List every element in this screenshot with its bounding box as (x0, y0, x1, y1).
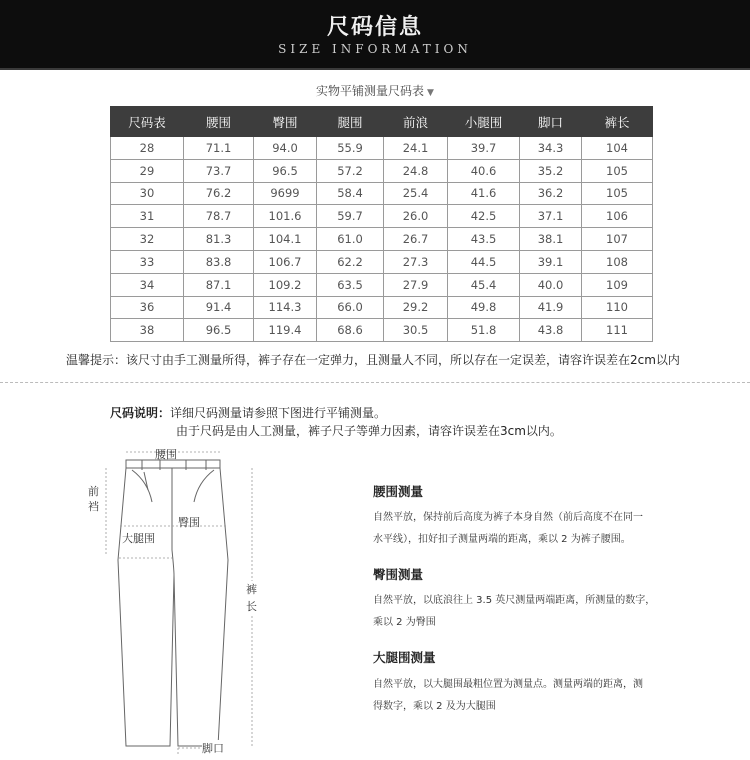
table-cell: 62.2 (317, 250, 384, 273)
header-cell-thigh: 腿围 (317, 107, 384, 137)
table-cell: 30.5 (384, 319, 448, 342)
waist-measure-line2: 水平线），扣好扣子测量两端的距离，乘以 2 为裤子腰围。 (373, 534, 631, 545)
diagram-label-waist: 腰围 (155, 448, 177, 461)
table-cell: 107 (582, 228, 653, 251)
size-table-body (111, 137, 653, 342)
header-cell-size: 尺码表 (111, 107, 184, 137)
table-cell: 94.0 (254, 137, 317, 160)
table-cell: 27.9 (384, 273, 448, 296)
table-cell: 28 (111, 137, 184, 160)
size-table-title-text: 实物平铺测量尺码表 (316, 84, 425, 98)
table-cell: 37.1 (520, 205, 582, 228)
table-row (111, 182, 653, 205)
hip-measure-line2: 乘以 2 为臀围 (373, 617, 436, 628)
table-cell: 40.0 (520, 273, 582, 296)
table-cell: 71.1 (184, 137, 254, 160)
header-cell-length: 裤长 (582, 107, 653, 137)
table-cell: 43.5 (448, 228, 520, 251)
size-guide-line2: 由于尺码是由人工测量，裤子尺子等弹力因素，请容许误差在3cm以内。 (176, 424, 562, 438)
table-cell: 61.0 (317, 228, 384, 251)
table-cell: 24.8 (384, 159, 448, 182)
table-cell: 78.7 (184, 205, 254, 228)
diagram-label-length: 裤长 (246, 583, 257, 613)
table-cell: 105 (582, 159, 653, 182)
table-cell: 110 (582, 296, 653, 319)
header-cell-hem: 脚口 (520, 107, 582, 137)
section-divider (0, 382, 750, 383)
table-cell: 59.7 (317, 205, 384, 228)
table-row (111, 296, 653, 319)
table-cell: 83.8 (184, 250, 254, 273)
table-cell: 34 (111, 273, 184, 296)
table-cell: 43.8 (520, 319, 582, 342)
table-cell: 39.7 (448, 137, 520, 160)
table-cell: 63.5 (317, 273, 384, 296)
hip-measure-title: 臀围测量 (373, 567, 424, 582)
table-row (111, 137, 653, 160)
header-cell-hip: 臀围 (254, 107, 317, 137)
table-cell: 33 (111, 250, 184, 273)
table-cell: 9699 (254, 182, 317, 205)
size-guide-text1: 详细尺码测量请参照下图进行平铺测量。 (170, 406, 387, 420)
size-table (110, 106, 653, 342)
table-cell: 36.2 (520, 182, 582, 205)
waist-measure-title: 腰围测量 (373, 484, 424, 499)
table-cell: 68.6 (317, 319, 384, 342)
measurement-note: 温馨提示：该尺寸由手工测量所得，裤子存在一定弹力，且测量人不同，所以存在一定误差，请容许误差在2cm以内 (66, 353, 680, 367)
table-cell: 49.8 (448, 296, 520, 319)
table-cell: 39.1 (520, 250, 582, 273)
table-cell: 101.6 (254, 205, 317, 228)
table-cell: 24.1 (384, 137, 448, 160)
table-cell: 27.3 (384, 250, 448, 273)
header-banner (0, 0, 750, 70)
table-cell: 104 (582, 137, 653, 160)
table-cell: 41.6 (448, 182, 520, 205)
table-cell: 109 (582, 273, 653, 296)
thigh-measure-text (373, 674, 673, 718)
table-cell: 55.9 (317, 137, 384, 160)
table-cell: 38 (111, 319, 184, 342)
table-cell: 73.7 (184, 159, 254, 182)
size-guide-label: 尺码说明： (110, 406, 171, 420)
thigh-measure-title: 大腿围测量 (373, 650, 436, 665)
waist-measure-text (373, 507, 673, 551)
table-row (111, 319, 653, 342)
table-cell: 44.5 (448, 250, 520, 273)
table-cell: 41.9 (520, 296, 582, 319)
table-cell: 31 (111, 205, 184, 228)
size-table-title (0, 82, 750, 99)
thigh-measure-line1: 自然平放，以大腿围最粗位置为测量点。测量两端的距离，测 (373, 679, 643, 690)
table-cell: 66.0 (317, 296, 384, 319)
header-title-cn: 尺码信息 (326, 14, 423, 40)
table-cell: 34.3 (520, 137, 582, 160)
table-cell: 105 (582, 182, 653, 205)
hip-measure-text (373, 590, 673, 634)
triangle-down-icon: ▼ (427, 88, 434, 98)
header-title-en: SIZE INFORMATION (278, 42, 472, 56)
table-cell: 114.3 (254, 296, 317, 319)
size-table-header-row (111, 107, 653, 137)
table-cell: 58.4 (317, 182, 384, 205)
table-cell: 57.2 (317, 159, 384, 182)
diagram-label-thigh: 大腿围 (122, 532, 155, 545)
table-cell: 106 (582, 205, 653, 228)
table-row (111, 273, 653, 296)
table-cell: 42.5 (448, 205, 520, 228)
table-cell: 106.7 (254, 250, 317, 273)
table-cell: 104.1 (254, 228, 317, 251)
table-cell: 32 (111, 228, 184, 251)
table-cell: 111 (582, 319, 653, 342)
diagram-label-hem: 脚口 (202, 742, 224, 755)
header-cell-waist: 腰围 (184, 107, 254, 137)
diagram-label-front-rise: 前裆 (88, 485, 99, 513)
table-cell: 25.4 (384, 182, 448, 205)
table-cell: 45.4 (448, 273, 520, 296)
table-cell: 40.6 (448, 159, 520, 182)
table-cell: 26.0 (384, 205, 448, 228)
table-cell: 119.4 (254, 319, 317, 342)
table-cell: 87.1 (184, 273, 254, 296)
table-row (111, 250, 653, 273)
table-cell: 29.2 (384, 296, 448, 319)
size-guide-line1 (110, 404, 386, 421)
table-cell: 91.4 (184, 296, 254, 319)
table-row (111, 228, 653, 251)
table-cell: 96.5 (254, 159, 317, 182)
table-cell: 81.3 (184, 228, 254, 251)
table-cell: 76.2 (184, 182, 254, 205)
table-cell: 35.2 (520, 159, 582, 182)
hip-measure-line1: 自然平放，以底浪往上 3.5 英尺测量两端距离，所测量的数字， (373, 595, 656, 606)
diagram-label-hip: 臀围 (178, 516, 200, 529)
table-cell: 96.5 (184, 319, 254, 342)
table-row (111, 205, 653, 228)
pants-diagram (60, 440, 290, 756)
table-cell: 108 (582, 250, 653, 273)
table-cell: 26.7 (384, 228, 448, 251)
thigh-measure-line2: 得数字，乘以 2 及为大腿围 (373, 701, 496, 712)
table-cell: 30 (111, 182, 184, 205)
table-cell: 109.2 (254, 273, 317, 296)
table-cell: 51.8 (448, 319, 520, 342)
table-cell: 36 (111, 296, 184, 319)
table-cell: 38.1 (520, 228, 582, 251)
waist-measure-line1: 自然平放，保持前后高度为裤子本身自然（前后高度不在同一 (373, 512, 643, 523)
table-cell: 29 (111, 159, 184, 182)
table-row (111, 159, 653, 182)
header-cell-calf: 小腿围 (448, 107, 520, 137)
header-cell-front-rise: 前浪 (384, 107, 448, 137)
